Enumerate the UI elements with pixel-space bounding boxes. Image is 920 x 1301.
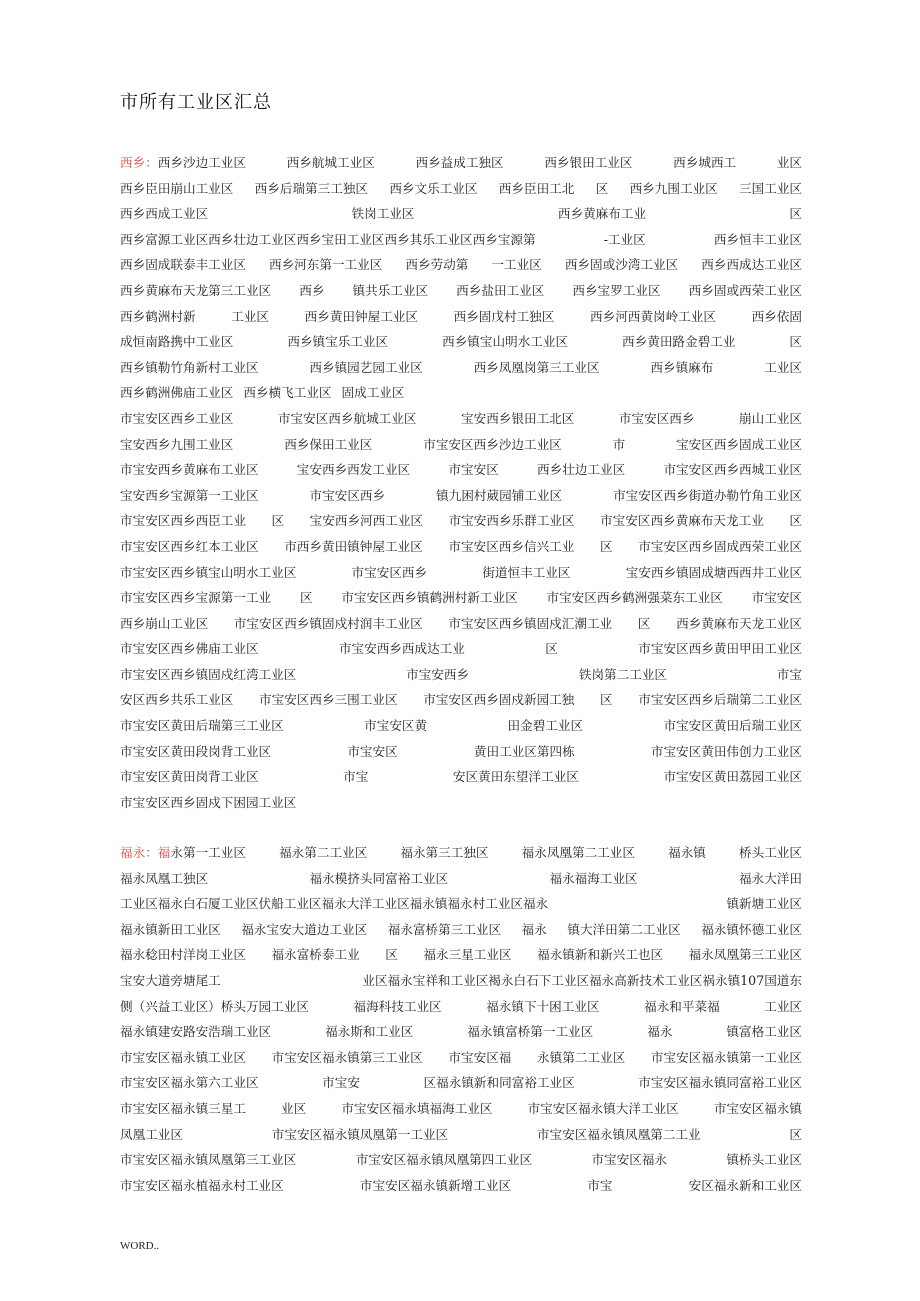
entry-text: 业区 [776,155,802,170]
entry-text: 市宝安区西乡 [618,410,695,426]
entry-text: 市宝安区福永镇新增工业区 [359,1177,512,1193]
entry-text: 福永镇下十困工业区 [486,998,600,1014]
text-line [120,891,802,917]
page-footer: WORD.. [120,1240,160,1252]
entry-text: 区 [600,538,613,554]
entry-text: 镇共乐工业区 [352,282,429,298]
entry-text: 区 [789,334,802,350]
entry-text: 永镇第二工业区 [537,1049,626,1065]
text-line [120,406,802,432]
entry-text: 市宝安区西乡黄田甲田工业区 [638,641,802,657]
entry-text: 西乡宝罗工业区 [572,282,661,298]
entry-text: 市宝安区西乡信兴工业 [448,538,575,554]
text-line [120,1173,802,1199]
entry-text: 西乡河西黄岗岭工业区 [590,308,716,324]
entry-text: 凤凰工业区 [120,1126,183,1142]
entry-text: 工业区 [764,998,802,1014]
entry-text: 区 [789,513,802,529]
entry-text: 工业区 [764,359,802,375]
entry-text: 西乡九围工业区 [629,180,718,196]
entry-text: 市宝安区西乡后瑞第二工业区 [638,692,802,708]
entry-text: 福永福海工业区 [549,870,638,886]
entry-text: 市宝安西乡黄麻布工业区 [120,462,259,478]
entry-text: 西乡黄田钟屋工业区 [304,308,418,324]
entry-text: 西乡壮边工业区 [537,462,626,478]
section-label: 福永：福 [120,845,171,860]
text-line [120,201,802,227]
entry-text: 福永凤凰工独区 [120,870,209,886]
entry-text: 市宝安区西乡固成西荣工业区 [638,538,802,554]
text-line [120,942,802,968]
entry-text: 市宝安区西乡 [351,564,428,580]
entry-text: 市宝 [587,1177,613,1193]
entry-text: 宝安区西乡固成工业区 [676,436,802,452]
entry-text: 黄田工业区第四栋 [473,743,575,759]
entry-text: 区 [271,513,285,529]
text-line [120,150,802,176]
entry-text: 福永第三工独区 [400,845,489,860]
entry-text: 市宝安区黄田后瑞第三工业区 [120,718,284,734]
entry-text: 西乡益成工独区 [415,155,504,170]
entry-text: 市宝安区西乡西臣工业 [120,513,246,529]
entry-text: 福永大洋田 [739,870,802,886]
entry-text: 市宝安区福永镇同富裕工业区 [638,1075,802,1091]
entry-text: 西乡西成达工业区 [701,257,802,273]
entry-text: 市宝安区福永镇凤凰第四工业区 [355,1152,533,1168]
entry-text: 区 [600,692,613,708]
entry-text: 市宝安西乡西成达工业 [338,641,465,657]
entry-text: 福永镇怀德工业区 [701,921,802,937]
text-line [120,1070,802,1096]
entry-text: 市宝安区福永第六工业区 [120,1075,259,1091]
section-fuyong [120,840,802,1198]
entry-text: 市宝安区福永镇第三工业区 [271,1049,423,1065]
entry-text: 市宝安区福永镇第一工业区 [650,1049,802,1065]
entry-text: 市宝安区福永镇大洋工业区 [527,1100,679,1116]
entry-text: 福永富桥第三工业区 [387,921,502,937]
entry-text: 福永富桥泰工业 [271,947,360,963]
entry-text: 西乡文乐工业区 [389,180,478,196]
text-line [120,687,802,713]
entry-text: 桥头工业区 [739,845,802,860]
entry-text: 市宝安区福永镇凤凰第二工业 [536,1126,701,1142]
entry-text: 市宝安区西乡宝源第一工业 [120,590,272,606]
text-line [120,739,802,765]
entry-text: 铁岗第二工业区 [578,666,667,682]
entry-text: 区 [595,180,609,196]
entry-text: 西乡：西乡沙边工业区 [120,155,246,170]
entry-text: 三国工业区 [739,180,802,196]
entry-text: 区 [545,641,558,657]
entry-text: 市宝安区黄田段岗背工业区 [120,743,272,759]
entry-text: 西乡西成工业区 [120,206,209,222]
text-line [120,508,802,534]
entry-text: 业区福永宝祥和工业区褐永白石下工业区福永高新技术工业区祸永镇107国道东 [362,972,802,988]
entry-text: 福永模挤头同富裕工业区 [309,870,449,886]
entry-text: 西乡劳动第 [405,257,469,273]
entry-text: 市宝安区西乡镇固戍红湾工业区 [120,666,297,682]
entry-text: 福永 [521,921,547,937]
text-line [120,355,802,381]
text-line [120,483,802,509]
entry-text: 西乡黄田路金碧工业 [622,334,736,350]
entry-text: 市宝安区福永填福海工业区 [341,1100,493,1116]
entry-text: 西乡臣田崩山工业区 [120,180,234,196]
entry-text: 市宝安区福 [448,1049,512,1065]
text-line [120,176,802,202]
entry-text: 区 [385,947,398,963]
entry-text: 福海科技工业区 [353,998,442,1014]
entry-text: 业区 [281,1100,307,1116]
entry-text: 市宝安区黄田后瑞工业区 [663,718,802,734]
entry-text: 福永：福永第一工业区 [120,845,246,860]
entry-text: 西乡 [299,282,325,298]
entry-text: 市宝安西乡 [406,666,470,682]
entry-text: 市宝安区 [751,590,802,606]
entry-text: 福永镇建安路安浩瑞工业区 [120,1024,272,1040]
entry-text: 市宝安区西乡 [309,487,386,503]
entry-text: 安区福永新和工业区 [688,1177,802,1193]
entry-text: 福永稔田村洋岗工业区 [120,947,246,963]
entry-text: 市宝安区 [448,462,499,478]
entry-text: 西乡鹤洲村新 [120,308,196,324]
entry-text: 福永 [647,1024,673,1040]
entry-text: 市宝 [776,666,802,682]
text-line [120,764,802,790]
entry-text: 西乡依固 [751,308,802,324]
entry-text: 区 [637,615,651,631]
entry-text: 街道恒丰工业区 [482,564,571,580]
entry-text: 福永斯和工业区 [325,1024,414,1040]
text-line [120,1122,802,1148]
entry-text: 市宝安区 [347,743,398,759]
entry-text: 西乡固成联泰丰工业区 [120,257,246,273]
text-line [120,432,802,458]
text-line [120,278,802,304]
text-line [120,968,802,994]
entry-text: 市宝安区西乡航城工业区 [277,410,417,426]
entry-text: 镇新塘工业区 [726,896,802,912]
entry-text: 市宝安区福永镇三星工 [120,1100,246,1116]
entry-text: 西乡城西工 [673,155,737,170]
entry-text: 侧（兴益工业区）桥头万园工业区 [120,998,309,1014]
entry-text: 西乡臣田工北 [498,180,575,196]
text-line [120,304,802,330]
entry-text: 市宝安区西乡工业区 [120,410,234,426]
entry-text: 市宝安区西乡镇固戍村润丰工业区 [233,615,423,631]
text-line [120,1045,802,1071]
entry-text: 西乡镇勒竹角新村工业区 [120,359,259,375]
entry-text: 西乡保田工业区 [284,436,373,452]
entry-text: 市宝安区西乡三围工业区 [259,692,398,708]
entry-text: 福永镇富桥第一工业区 [467,1024,594,1040]
entry-text: 工业区福永白石厦工业区伏船工业区福永大洋工业区福永镇福永村工业区福永 [120,896,549,912]
entry-text: 西乡镇宝乐工业区 [287,334,389,350]
entry-text: 镇九困村葳园铺工业区 [436,487,563,503]
entry-text: 宝安西乡银田工北区 [461,410,575,426]
text-line [120,917,802,943]
text-line [120,560,802,586]
entry-text: 铁岗工业区 [351,206,415,222]
entry-text: 市宝安区西乡镇鹤洲村新工业区 [341,590,518,606]
entry-text: 市宝安区黄田岗背工业区 [120,769,259,785]
text-line [120,790,802,816]
entry-text: 西乡河东第一工业区 [268,257,383,273]
page-title: 市所有工业区汇总 [120,92,272,113]
entry-text: 福永宝安大道边工业区 [241,921,368,937]
text-line [120,636,802,662]
entry-text: 市宝安区福永植福永村工业区 [120,1177,284,1193]
text-line [120,1096,802,1122]
entry-text: 西乡盐田工业区 [456,282,545,298]
entry-text: 区 [789,1126,802,1142]
entry-text: 市 [612,436,626,452]
entry-text: 福永凤凰第二工业区 [521,845,635,860]
entry-text: 市宝 [343,769,369,785]
text-line [120,457,802,483]
entry-text: 市宝安区西乡固戍新园工独 [423,692,575,708]
section-label: 西乡： [120,155,158,170]
entry-text: 市宝安区西乡红本工业区 [120,538,259,554]
entry-text: 福永凤凰第三工业区 [688,947,802,963]
entry-text: 西乡崩山工业区 [120,615,209,631]
entry-text: 西乡富源工业区西乡壮边工业区西乡宝田工业区西乡其乐工业区西乡宝源第 [120,231,536,247]
entry-text: 市宝安区黄田伟创力工业区 [650,743,802,759]
section-xixiang [120,150,802,815]
entry-text: 市宝安区黄 [364,718,428,734]
text-line [120,380,802,406]
entry-text: 西乡鹤洲佛庙工业区 [120,385,234,401]
entry-text: 西乡固或沙湾工业区 [564,257,679,273]
entry-text: 市宝安 [322,1075,360,1091]
entry-text: 宝安西乡镇固成塘西西井工业区 [625,564,802,580]
entry-text: 市宝安区黄田荔园工业区 [663,769,802,785]
text-line [120,227,802,253]
entry-text: 一工业区 [491,257,542,273]
entry-text: 福永和平菜福 [644,998,720,1014]
entry-text: 西乡凤凰岗第三工业区 [473,359,600,375]
entry-text: 镇桥头工业区 [726,1152,802,1168]
entry-text: 安区西乡共乐工业区 [120,692,234,708]
entry-text: 市宝安区福永镇工业区 [120,1049,246,1065]
entry-text: 西乡固或西荣工业区 [688,282,802,298]
text-line [120,840,802,866]
text-line [120,994,802,1020]
entry-text: 镇富格工业区 [726,1024,802,1040]
text-line [120,866,802,892]
text-line [120,713,802,739]
entry-text: 市宝安区福永镇凤凰第三工业区 [120,1152,297,1168]
entry-text: 福永三星工业区 [423,947,512,963]
entry-text: 市宝安区西乡沙边工业区 [423,436,562,452]
entry-text: 宝安西乡西发工业区 [296,462,411,478]
text-line [120,534,802,560]
entry-text: 西乡黄麻布工业 [557,206,647,222]
entry-text: 崩山工业区 [739,410,802,426]
entry-text: 市宝安区西乡佛庙工业区 [120,641,259,657]
entry-text: 市宝安区西乡街道办勒竹角工业区 [613,487,802,503]
entry-text: 工业区 [231,308,269,324]
entry-text: 西乡黄麻布天龙工业区 [676,615,802,631]
text-line [120,1147,802,1173]
entry-text: 宝安西乡九围工业区 [120,436,234,452]
entry-text: 市宝安区西乡黄麻布天龙工业 [600,513,764,529]
entry-text: 西乡黄麻布天龙第三工业区 [120,282,272,298]
entry-text: 市宝安区西乡镇宝山明水工业区 [120,564,297,580]
entry-text: 区 [789,206,802,222]
entry-text: 市宝安区福永镇凤凰第一工业区 [271,1126,449,1142]
entry-text: 宝安西乡宝源第一工业区 [120,487,259,503]
entry-text: 宝安大道旁塘尾工 [120,972,221,988]
entry-text: 西乡后瑞第三工独区 [254,180,368,196]
entry-text: 西乡固戊村工独区 [453,308,555,324]
entry-text: 西乡航城工业区 [286,155,375,170]
entry-text: -工业区 [603,231,646,247]
text-line [120,252,802,278]
entry-text: 固成工业区 [341,385,405,401]
entry-text: 西乡镇园艺园工业区 [309,359,423,375]
entry-text: 市宝安西乡乐群工业区 [448,513,575,529]
entry-text: 镇大洋田第二工业区 [567,921,681,937]
text-line [120,611,802,637]
entry-text: 市宝安区西乡鹤洲强菜东工业区 [546,590,723,606]
text-line [120,662,802,688]
entry-text: 西乡横飞工业区 [243,385,332,401]
entry-text: 福永镇新和新兴工也区 [537,947,664,963]
entry-text: 田金碧工业区 [507,718,584,734]
entry-text: 成恒南路携中工业区 [120,334,234,350]
entry-text: 福永镇 [668,845,706,860]
entry-text: 市宝安区西乡固戍下困园工业区 [120,794,297,810]
entry-text: 西乡银田工业区 [544,155,633,170]
entry-text: 宝安西乡河西工业区 [309,513,423,529]
entry-text: 市宝安区福永镇 [713,1100,802,1116]
entry-text: 区 [299,590,313,606]
entry-text: 市西乡黄田镇钟屋工业区 [284,538,423,554]
entry-text: 福永镇新田工业区 [120,921,221,937]
entry-text: 市宝安区西乡镇固戍汇潮工业 [448,615,613,631]
entry-text: 福永第二工业区 [279,845,368,860]
text-line [120,329,802,355]
entry-text: 区福永镇新和同富裕工业区 [423,1075,575,1091]
entry-text: 安区黄田东望洋工业区 [452,769,579,785]
entry-text: 西乡恒丰工业区 [713,231,802,247]
entry-text: 西乡镇宝山明水工业区 [442,334,569,350]
text-line [120,1019,802,1045]
entry-text: 市宝安区西乡西城工业区 [663,462,802,478]
entry-text: 市宝安区福永 [591,1152,667,1168]
text-line [120,585,802,611]
entry-text: 西乡镇麻布 [650,359,714,375]
